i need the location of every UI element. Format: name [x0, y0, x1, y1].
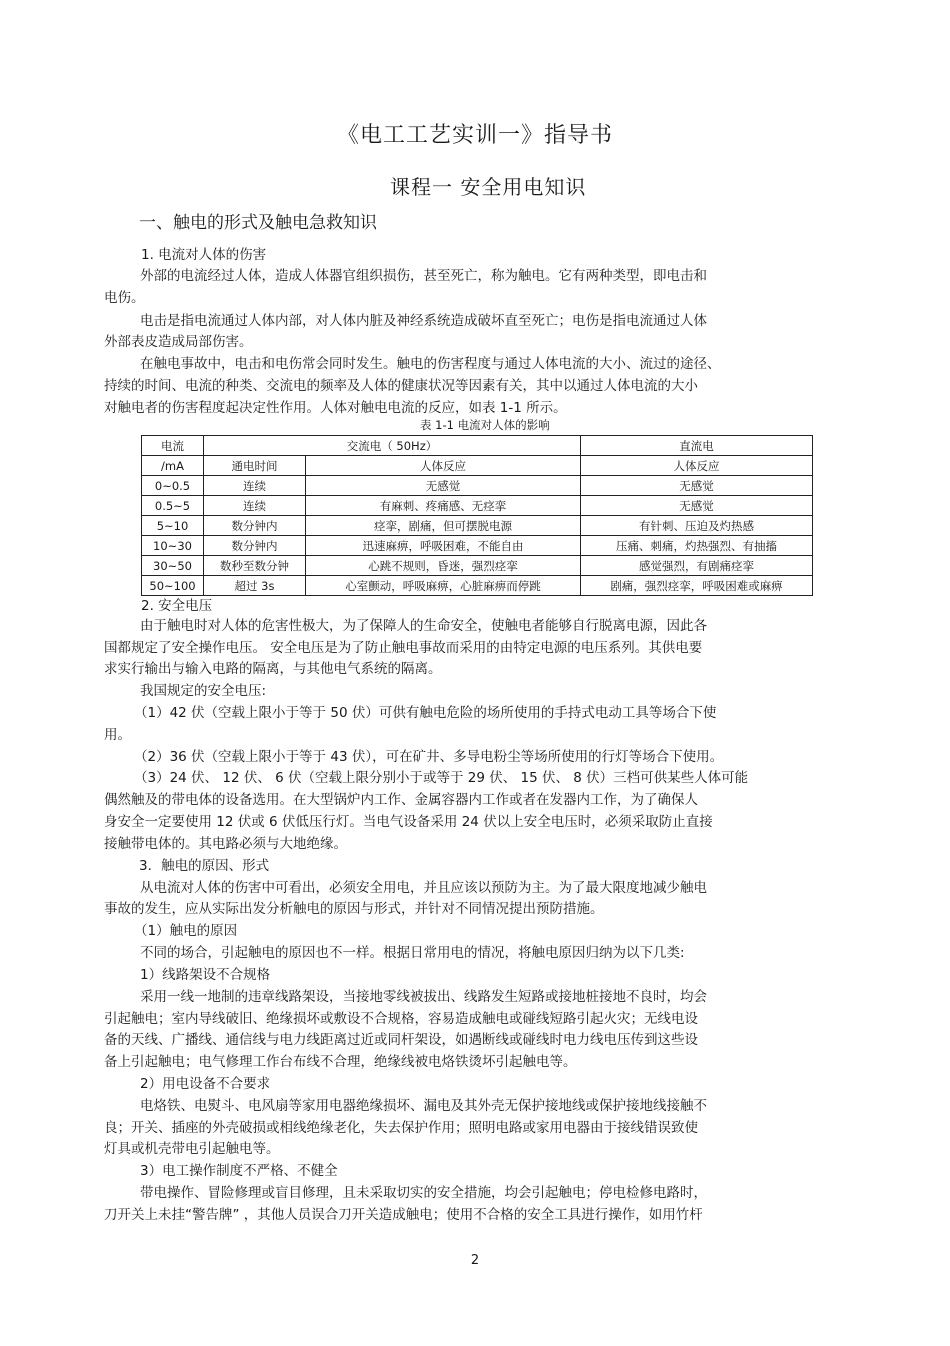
- table-row: [142, 476, 813, 496]
- paragraph-line: 外部的电流经过人体，造成人体器官组织损伤，甚至死亡，称为触电。它有两种类型，即电击和: [140, 268, 707, 284]
- table-row: [142, 556, 813, 576]
- paragraph-line: （2）36 伏（空载上限小于等于 43 伏），可在矿井、多导电粉尘等场所使用的行灯等场合下使用。: [134, 749, 724, 765]
- header-current: 电流: [142, 436, 204, 456]
- paragraph-line: 电烙铁、电熨斗、电风扇等家用电器绝缘损坏、漏电及其外壳无保护接地线或保护接地线接触不: [140, 1098, 707, 1114]
- paragraph-line: 对触电者的伤害程度起决定性作用。人体对触电电流的反应，如表 1-1 所示。: [104, 400, 567, 416]
- cell-dc: 压痛、刺痛，灼热强烈、有抽搐: [581, 536, 813, 556]
- paragraph-line: 由于触电时对人体的危害性极大，为了保障人的生命安全，使触电者能够自行脱离电源，因此各: [140, 618, 707, 634]
- header-dc: 直流电: [581, 436, 813, 456]
- paragraph-line: 持续的时间、电流的种类、交流电的频率及人体的健康状况等因素有关，其中以通过人体电流的大小: [104, 378, 698, 394]
- cell-ac: 无感觉: [306, 476, 581, 496]
- cell-current: 0~0.5: [142, 476, 204, 496]
- header-ac-reaction: 人体反应: [306, 456, 581, 476]
- paragraph-line: 国都规定了安全操作电压。 安全电压是为了防止触电事故而采用的由特定电源的电压系列。其供电要: [104, 640, 703, 656]
- header-ac: 交流电（ 50Hz）: [204, 436, 581, 456]
- cell-time: 超过 3s: [204, 576, 306, 596]
- cell-time: 连续: [204, 476, 306, 496]
- cell-current: 30~50: [142, 556, 204, 576]
- header-dc-reaction: 人体反应: [581, 456, 813, 476]
- paragraph-line: 备的天线、广播线、通信线与电力线距离过近或同杆架设，如遇断线或碰线时电力线电压传到这些设: [104, 1032, 698, 1048]
- table-row: [142, 576, 813, 596]
- subheading-current-harm: 1. 电流对人体的伤害: [141, 247, 267, 263]
- paragraph-line: 电击是指电流通过人体内部，对人体内脏及神经系统造成破坏直至死亡；电伤是指电流通过人体: [140, 313, 707, 329]
- course-heading: 课程一 安全用电知识: [390, 175, 587, 199]
- cell-current: 50~100: [142, 576, 204, 596]
- paragraph-line: 从电流对人体的伤害中可看出，必须安全用电，并且应该以预防为主。为了最大限度地减少触电: [140, 880, 707, 896]
- paragraph-line: 事故的发生，应从实际出发分析触电的原因与形式，并针对不同情况提出预防措施。: [104, 901, 604, 917]
- cell-time: 连续: [204, 496, 306, 516]
- table-row: [142, 496, 813, 516]
- paragraph-line: （1）42 伏（空载上限小于等于 50 伏）可供有触电危险的场所使用的手持式电动工具等场合下使: [134, 705, 717, 721]
- section-heading: 一、触电的形式及触电急救知识: [139, 213, 377, 233]
- cell-time: 数秒至数分钟: [204, 556, 306, 576]
- paragraph-line: 求实行输出与输入电路的隔离，与其他电气系统的隔离。: [104, 661, 442, 677]
- cell-dc: 有针刺、压迫及灼热感: [581, 516, 813, 536]
- cell-dc: 无感觉: [581, 496, 813, 516]
- paragraph-line: 灯具或机壳带电引起触电等。: [104, 1141, 280, 1157]
- cell-ac: 痉挛，剧痛，但可摆脱电源: [306, 516, 581, 536]
- table-caption: 表 1-1 电流对人体的影响: [420, 418, 550, 432]
- cell-current: 5~10: [142, 516, 204, 536]
- cell-time: 数分钟内: [204, 536, 306, 556]
- paragraph-line: 在触电事故中，电击和电伤常会同时发生。触电的伤害程度与通过人体电流的大小、流过的途径、: [140, 356, 721, 372]
- paragraph-line: 采用一线一地制的违章线路架设，当接地零线被拔出、线路发生短路或接地桩接地不良时，均会: [140, 989, 707, 1005]
- paragraph-line: （1）触电的原因: [134, 923, 238, 939]
- current-effect-table: [141, 435, 813, 596]
- subheading-safety-voltage: 2. 安全电压: [141, 598, 213, 614]
- paragraph-line: 良；开关、插座的外壳破损或相线绝缘老化，失去保护作用；照明电路或家用电器由于接线错误致使: [104, 1120, 698, 1136]
- paragraph-line: 1）线路架设不合规格: [140, 967, 271, 983]
- paragraph-line: 2）用电设备不合要求: [140, 1076, 271, 1092]
- cell-current: 10~30: [142, 536, 204, 556]
- paragraph-line: 电伤。: [104, 290, 145, 306]
- paragraph-line: 引起触电；室内导线破旧、绝缘损坏或敷设不合规格，容易造成触电或碰线短路引起火灾；无线电设: [104, 1011, 698, 1027]
- paragraph-line: 我国规定的安全电压:: [140, 683, 267, 699]
- page-number: 2: [470, 1253, 480, 1268]
- paragraph-line: （3）24 伏、 12 伏、 6 伏（空载上限分别小于或等于 29 伏、 15 伏、 8 伏）三档可供某些人体可能: [134, 770, 749, 786]
- cell-current: 0.5~5: [142, 496, 204, 516]
- table-row: [142, 516, 813, 536]
- subheading-causes: 3．触电的原因、形式: [139, 858, 270, 874]
- paragraph-line: 用。: [104, 727, 131, 743]
- cell-ac: 迅速麻痹，呼吸困难，不能自由: [306, 536, 581, 556]
- paragraph-line: 不同的场合，引起触电的原因也不一样。根据日常用电的情况，将触电原因归纳为以下几类:: [140, 945, 685, 961]
- cell-ac: 心跳不规则，昏迷，强烈痉挛: [306, 556, 581, 576]
- cell-dc: 无感觉: [581, 476, 813, 496]
- header-time: 通电时间: [204, 456, 306, 476]
- cell-ac: 有麻刺、疼痛感、无痉挛: [306, 496, 581, 516]
- table-row: [142, 536, 813, 556]
- document-title: 《电工工艺实训一》指导书: [336, 123, 613, 148]
- paragraph-line: 3）电工操作制度不严格、不健全: [140, 1163, 338, 1179]
- header-unit: /mA: [142, 456, 204, 476]
- cell-time: 数分钟内: [204, 516, 306, 536]
- paragraph-line: 刀开关上未挂“警告牌” ，其他人员误合刀开关造成触电；使用不合格的安全工具进行操作，如用竹杆: [104, 1207, 703, 1223]
- table-header-row: [142, 436, 813, 456]
- table-subheader-row: [142, 456, 813, 476]
- cell-dc: 感觉强烈，有剧痛痉挛: [581, 556, 813, 576]
- paragraph-line: 外部表皮造成局部伤害。: [104, 334, 253, 350]
- cell-dc: 剧痛，强烈痉挛，呼吸困难或麻痹: [581, 576, 813, 596]
- paragraph-line: 身安全一定要使用 12 伏或 6 伏低压行灯。当电气设备采用 24 伏以上安全电压时，必须采取防止直接: [104, 814, 713, 830]
- paragraph-line: 带电操作、冒险修理或盲目修理，且未采取切实的安全措施，均会引起触电；停电检修电路时，: [140, 1185, 707, 1201]
- cell-ac: 心室颤动，呼吸麻痹，心脏麻痹而停跳: [306, 576, 581, 596]
- paragraph-line: 接触带电体的。其电路必须与大地绝缘。: [104, 836, 347, 852]
- paragraph-line: 备上引起触电；电气修理工作台布线不合理，绝缘线被电烙铁烫坏引起触电等。: [104, 1054, 577, 1070]
- paragraph-line: 偶然触及的带电体的设备选用。在大型锅炉内工作、金属容器内工作或者在发器内工作，为了确保人: [104, 792, 698, 808]
